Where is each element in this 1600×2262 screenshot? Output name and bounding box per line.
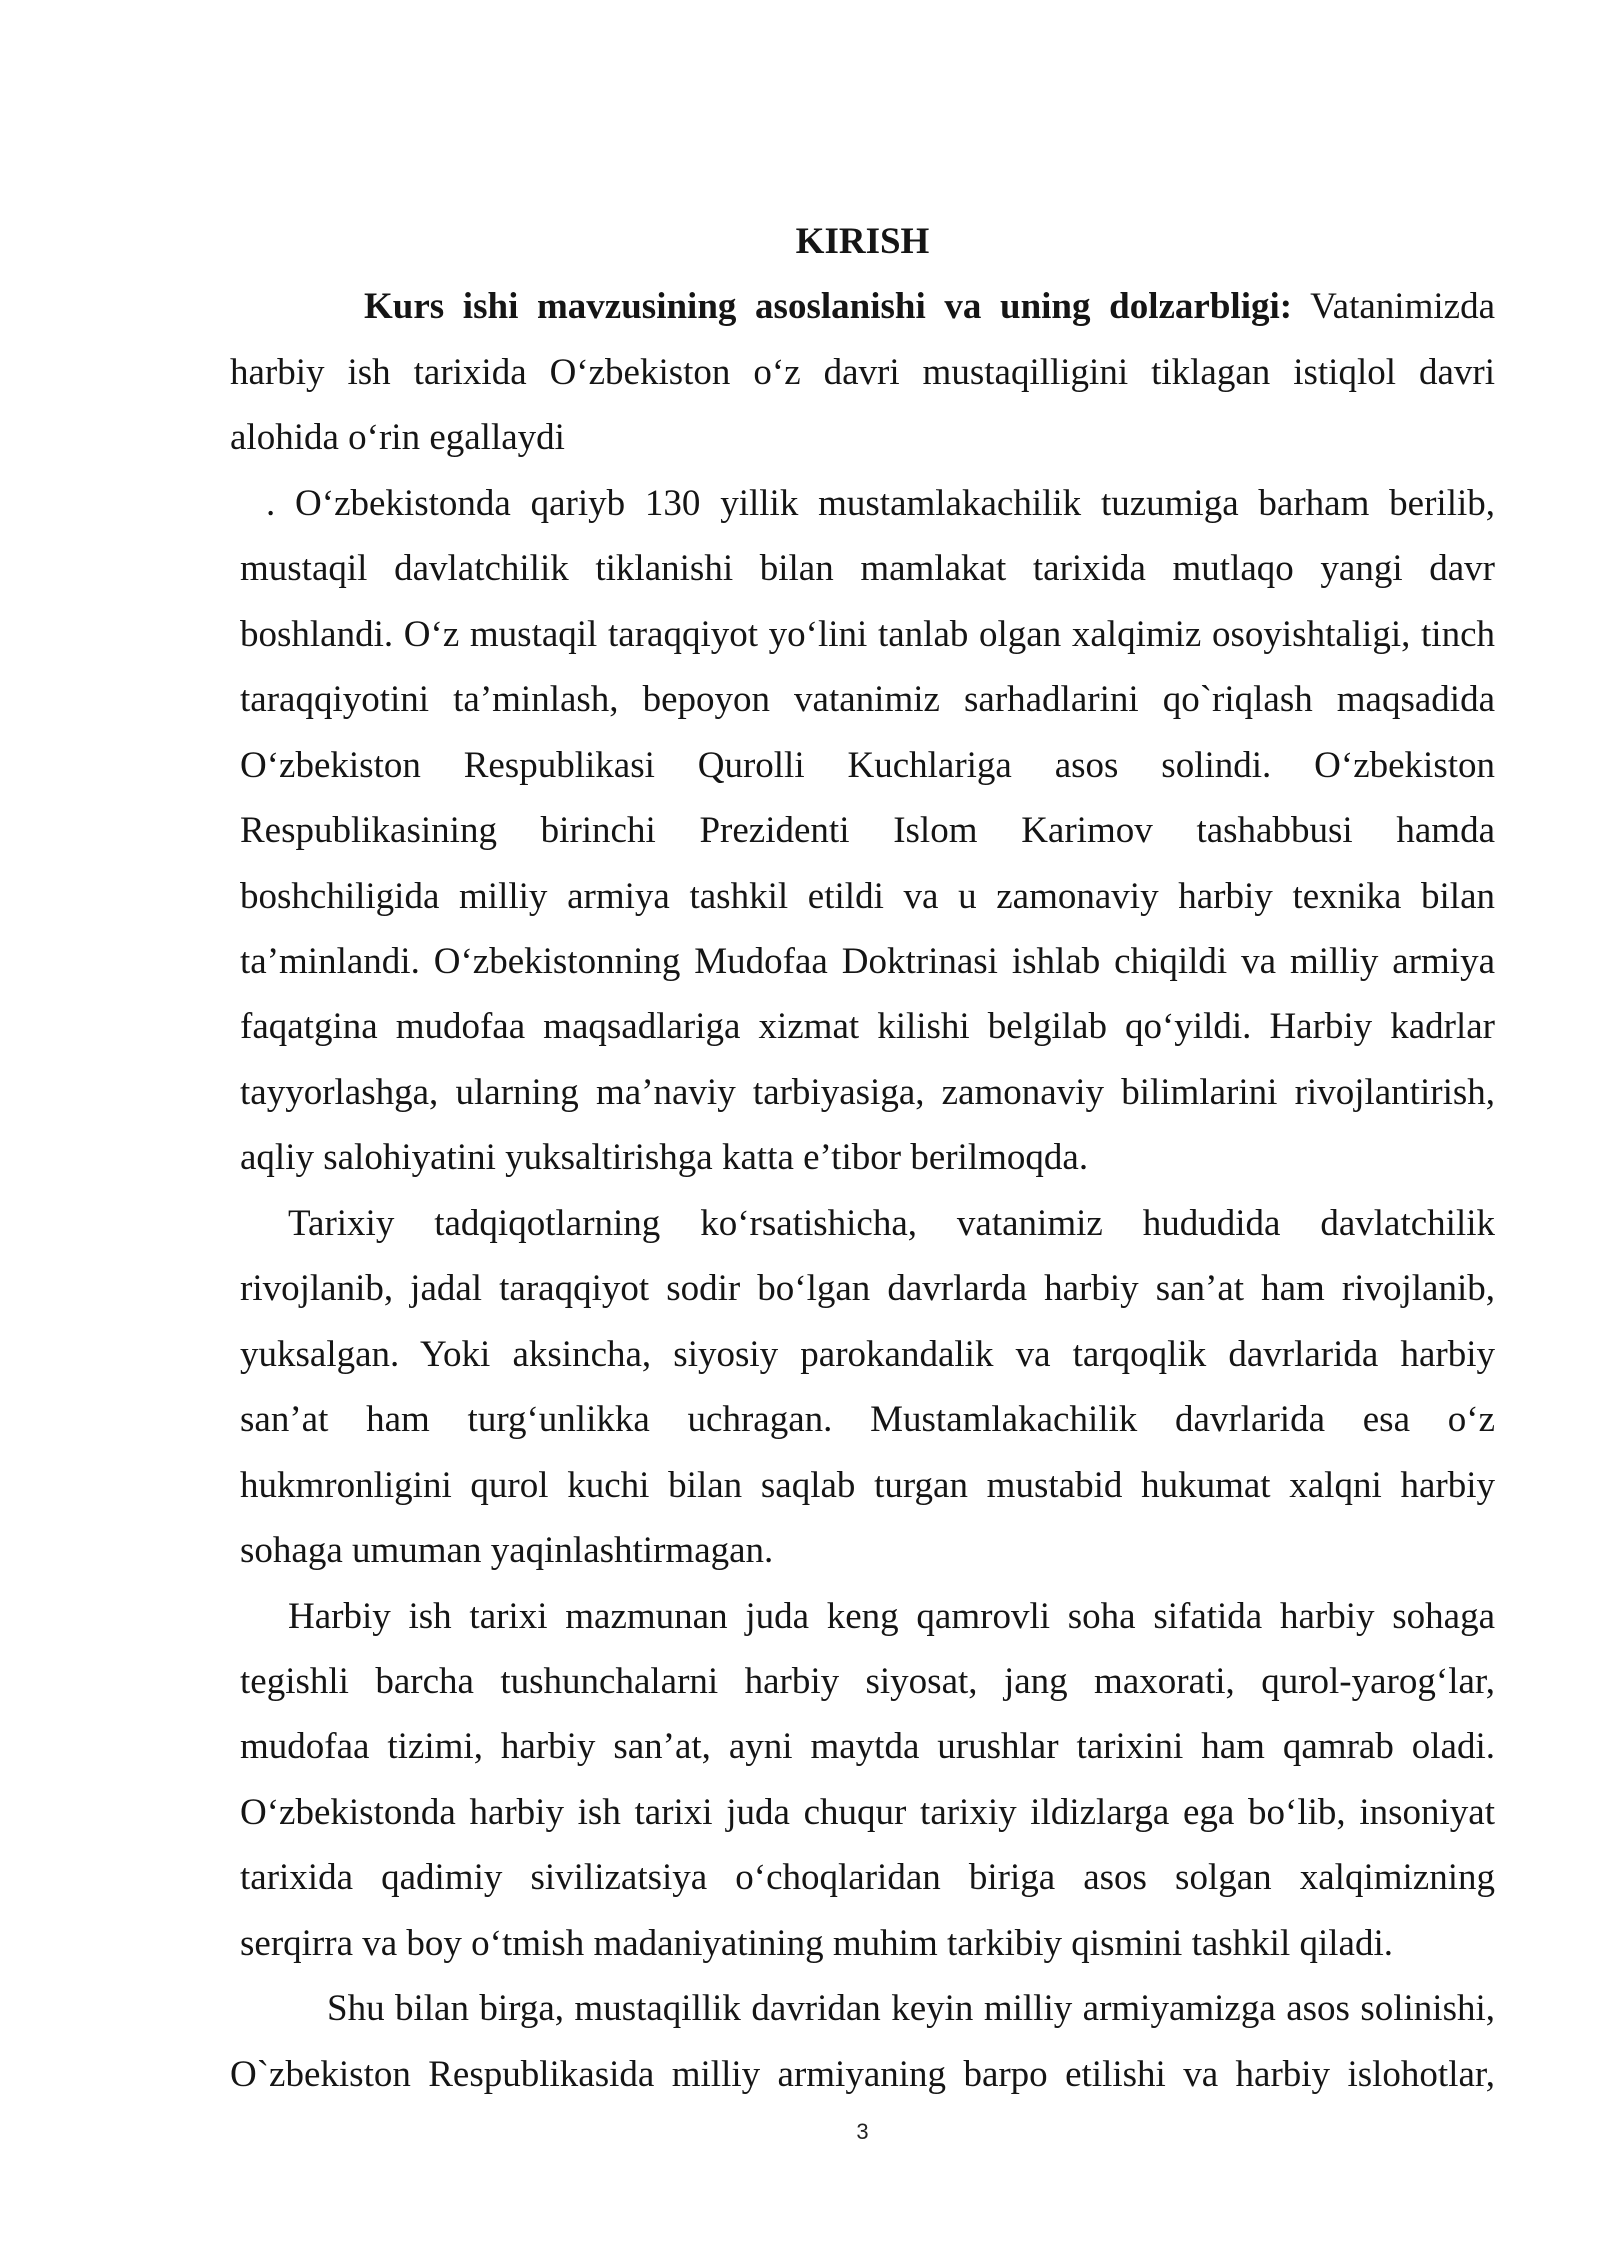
paragraph-independence — [240, 471, 1495, 1191]
body-line: yuksalgan. Yoki aksincha, siyosiy parokandalik va tarqoqlik davrlarida harbiy — [240, 1333, 1495, 1375]
body-line: faqatgina mudofaa maqsadlariga xizmat kilishi belgilab qo‘yildi. Harbiy kadrlar — [240, 1006, 1495, 1048]
page-number: 3 — [856, 2119, 869, 2144]
body-line: tegishli barcha tushunchalarni harbiy siyosat, jang maxorati, qurol-yarog‘lar, — [240, 1660, 1495, 1702]
paragraph-military-history — [240, 1584, 1495, 1977]
body-line: rivojlanib, jadal taraqqiyot sodir bo‘lgan davrlarda harbiy san’at ham rivojlanib, — [240, 1268, 1495, 1310]
body-line — [230, 274, 1495, 339]
document-page — [230, 209, 1495, 2107]
body-line: tarixida qadimiy sivilizatsiya o‘choqlaridan biriga asos solgan xalqimizning — [240, 1857, 1495, 1899]
body-line: . O‘zbekistonda qariyb 130 yillik mustamlakachilik tuzumiga barham berilib, — [266, 482, 1495, 524]
body-line: boshlandi. O‘z mustaqil taraqqiyot yo‘lini tanlab olgan xalqimiz osoyishtaligi, tinch — [240, 613, 1495, 655]
body-line: ta’minlandi. O‘zbekistonning Mudofaa Doktrinasi ishlab chiqildi va milliy armiya — [240, 940, 1495, 982]
body-line: taraqqiyotini ta’minlash, bepoyon vatanimiz sarhadlarini qo`riqlash maqsadida — [240, 679, 1495, 721]
body-line: mudofaa tizimi, harbiy san’at, ayni maytda urushlar tarixini ham qamrab oladi. — [240, 1726, 1495, 1768]
body-line: serqirra va boy o‘tmish madaniyatining muhim tarkibiy qismini tashkil qiladi. — [240, 1922, 1393, 1964]
body-line: O‘zbekistonda harbiy ish tarixi juda chuqur tarixiy ildizlarga ega bo‘lib, insoniyat — [240, 1791, 1495, 1833]
body-line: Harbiy ish tarixi mazmunan juda keng qamrovli soha sifatida harbiy sohaga — [288, 1595, 1495, 1637]
body-line: boshchiligida milliy armiya tashkil etildi va u zamonaviy harbiy texnika bilan — [240, 875, 1495, 917]
paragraph-history-research — [240, 1191, 1495, 1584]
paragraph-intro — [230, 274, 1495, 470]
body-line: mustaqil davlatchilik tiklanishi bilan mamlakat tarixida mutlaqo yangi davr — [240, 548, 1495, 590]
body-line: O‘zbekiston Respublikasi Qurolli Kuchlariga asos solindi. O‘zbekiston — [240, 744, 1495, 786]
body-line: san’at ham turg‘unlikka uchragan. Mustamlakachilik davrlarida esa o‘z — [240, 1399, 1495, 1441]
body-line: aqliy salohiyatini yuksaltirishga katta e’tibor berilmoqda. — [240, 1137, 1089, 1179]
body-text: Vatanimizda — [1310, 286, 1495, 328]
body-line: Respublikasining birinchi Prezidenti Islom Karimov tashabbusi hamda — [240, 810, 1495, 852]
body-line: hukmronligini qurol kuchi bilan saqlab turgan mustabid hukumat xalqni harbiy — [240, 1464, 1495, 1506]
body-line: Tarixiy tadqiqotlarning ko‘rsatishicha, vatanimiz hududida davlatchilik — [288, 1202, 1495, 1244]
paragraph-reforms — [230, 1976, 1495, 2107]
body-line: harbiy ish tarixida O‘zbekiston o‘z davri mustaqilligini tiklagan istiqlol davri — [230, 351, 1495, 393]
body-line: sohaga umuman yaqinlashtirmagan. — [240, 1530, 774, 1572]
body-line: O`zbekiston Respublikasida milliy armiyaning barpo etilishi va harbiy islohotlar, — [230, 2053, 1495, 2095]
body-line: tayyorlashga, ularning ma’naviy tarbiyasiga, zamonaviy bilimlarini rivojlantirish, — [240, 1071, 1495, 1113]
section-title: KIRISH — [795, 221, 930, 262]
body-line: Shu bilan birga, mustaqillik davridan keyin milliy armiyamizga asos solinishi, — [327, 1988, 1495, 2030]
body-line: alohida o‘rin egallaydi — [230, 417, 565, 459]
paragraph-lead: Kurs ishi mavzusining asoslanishi va uning dolzarbligi: — [364, 286, 1293, 328]
